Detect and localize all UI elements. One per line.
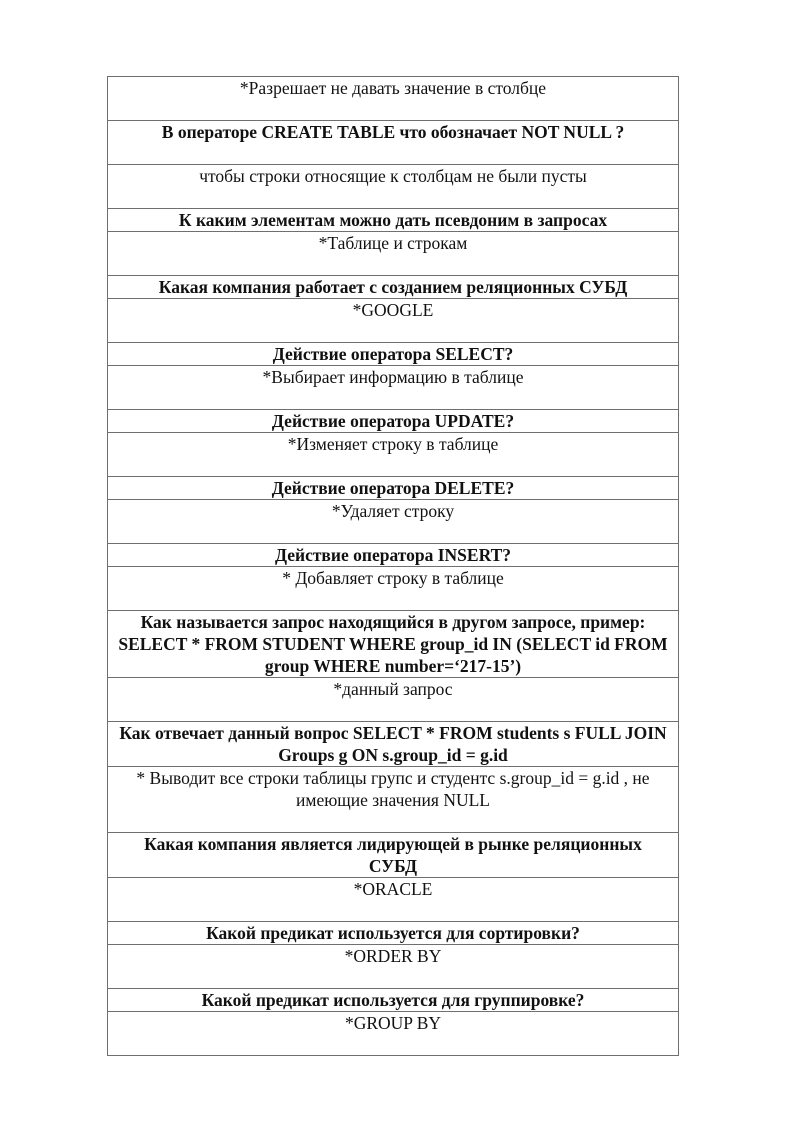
table-row	[108, 276, 679, 299]
table-row	[108, 433, 679, 477]
answer-cell: *GOOGLE	[108, 299, 679, 343]
question-cell: Действие оператора UPDATE?	[108, 410, 679, 433]
table-row	[108, 366, 679, 410]
table-row	[108, 209, 679, 232]
question-cell: Действие оператора INSERT?	[108, 544, 679, 567]
table-row	[108, 767, 679, 833]
answer-cell: *Изменяет строку в таблице	[108, 433, 679, 477]
table-row	[108, 922, 679, 945]
table-row	[108, 833, 679, 878]
answer-cell: *Таблице и строкам	[108, 232, 679, 276]
table-row	[108, 299, 679, 343]
table-row	[108, 77, 679, 121]
answer-cell: *GROUP BY	[108, 1012, 679, 1056]
qa-table	[107, 76, 679, 1056]
question-cell: К каким элементам можно дать псевдоним в запросах	[108, 209, 679, 232]
question-cell: Действие оператора DELETE?	[108, 477, 679, 500]
table-row	[108, 722, 679, 767]
answer-cell: *Удаляет строку	[108, 500, 679, 544]
answer-cell: * Выводит все строки таблицы групс и студентс s.group_id = g.id , не имеющие значения NULL	[108, 767, 679, 833]
answer-cell: *данный запрос	[108, 678, 679, 722]
answer-cell: чтобы строки относящие к столбцам не были пусты	[108, 165, 679, 209]
question-cell: Как называется запрос находящийся в другом запросе, пример: SELECT * FROM STUDENT WHERE group_id IN (SELECT id FROM group WHERE number=‘217-15’)	[108, 611, 679, 678]
table-row	[108, 567, 679, 611]
table-row	[108, 989, 679, 1012]
table-row	[108, 500, 679, 544]
table-row	[108, 611, 679, 678]
answer-cell: *Выбирает информацию в таблице	[108, 366, 679, 410]
table-row	[108, 232, 679, 276]
question-cell: Как отвечает данный вопрос SELECT * FROM students s FULL JOIN Groups g ON s.group_id = g.id	[108, 722, 679, 767]
question-cell: Какая компания является лидирующей в рынке реляционных СУБД	[108, 833, 679, 878]
table-row	[108, 544, 679, 567]
table-row	[108, 477, 679, 500]
table-row	[108, 878, 679, 922]
answer-cell: *ORACLE	[108, 878, 679, 922]
question-cell: Какой предикат используется для группировке?	[108, 989, 679, 1012]
table-row	[108, 1012, 679, 1056]
table-row	[108, 678, 679, 722]
answer-cell: * Добавляет строку в таблице	[108, 567, 679, 611]
answer-cell: *Разрешает не давать значение в столбце	[108, 77, 679, 121]
answer-cell: *ORDER BY	[108, 945, 679, 989]
question-cell: Действие оператора SELECT?	[108, 343, 679, 366]
table-row	[108, 165, 679, 209]
question-cell: В операторе CREATE TABLE что обозначает NOT NULL ?	[108, 121, 679, 165]
table-row	[108, 343, 679, 366]
table-row	[108, 121, 679, 165]
table-row	[108, 945, 679, 989]
question-cell: Какой предикат используется для сортировки?	[108, 922, 679, 945]
question-cell: Какая компания работает с созданием реляционных СУБД	[108, 276, 679, 299]
table-row	[108, 410, 679, 433]
